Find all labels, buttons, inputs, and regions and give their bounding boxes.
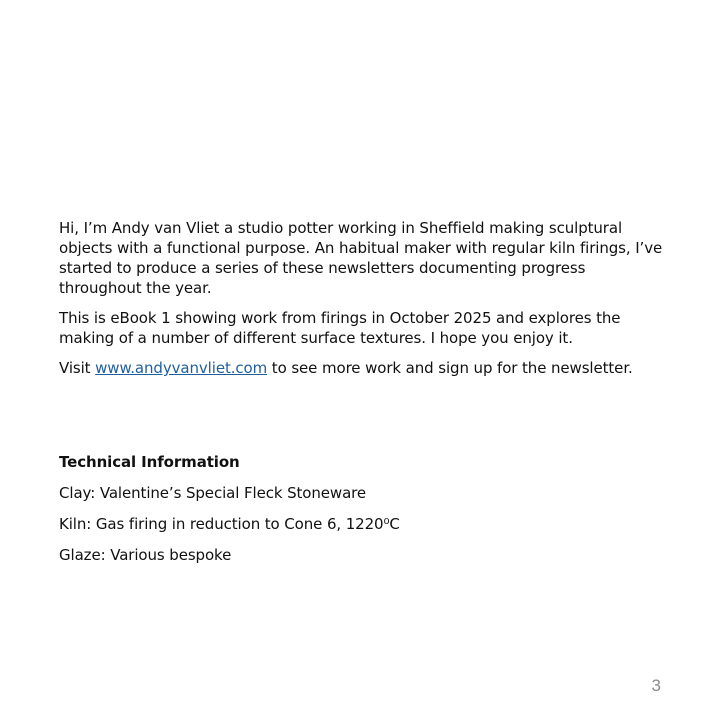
visit-paragraph xyxy=(59,358,669,378)
kiln-info: Kiln: Gas firing in reduction to Cone 6, 1220⁰C xyxy=(59,515,400,533)
visit-prefix: Visit xyxy=(59,359,96,377)
visit-suffix: to see more work and sign up for the newsletter. xyxy=(267,359,633,377)
page-number: 3 xyxy=(651,676,661,695)
intro-paragraph-2: This is eBook 1 showing work from firings in October 2025 and explores the making of a number of different surface textures. I hope you enjoy it. xyxy=(59,309,621,347)
technical-info-section xyxy=(59,452,619,576)
intro-paragraph-1: Hi, I’m Andy van Vliet a studio potter working in Sheffield making sculptural objects with a functional purpose. An habitual maker with regular kiln firings, I’ve started to produce a series of these newsletters documenting progress throughout the year. xyxy=(59,219,663,297)
intro-section xyxy=(59,218,669,388)
technical-info-heading: Technical Information xyxy=(59,453,240,471)
website-link[interactable]: www.andyvanvliet.com xyxy=(95,359,268,377)
glaze-info: Glaze: Various bespoke xyxy=(59,546,232,564)
clay-info: Clay: Valentine’s Special Fleck Stoneware xyxy=(59,484,367,502)
